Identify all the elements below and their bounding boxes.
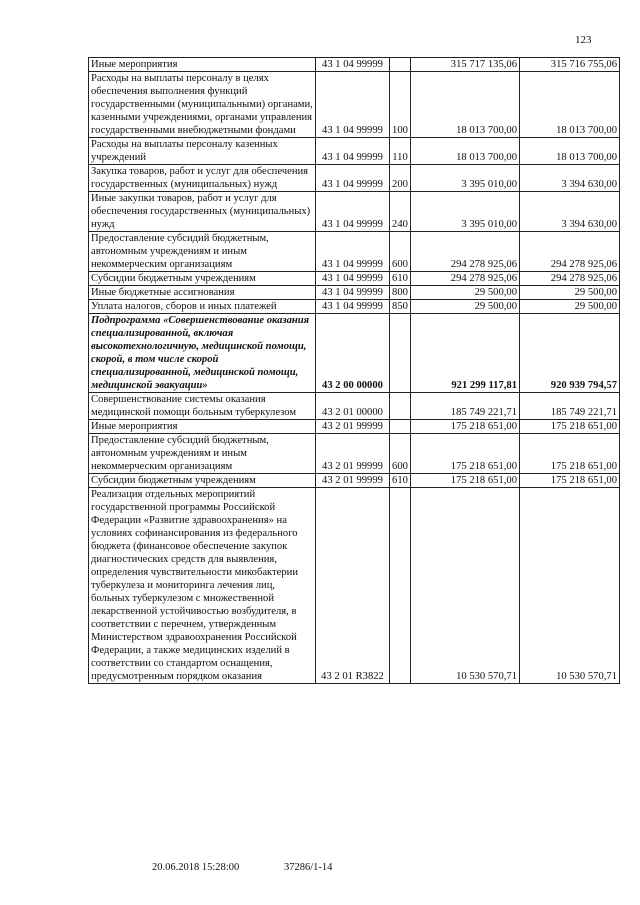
row-plan-amount: 315 717 135,06 <box>411 58 520 72</box>
row-code: 43 1 04 99999 <box>316 192 390 232</box>
row-name: Иные мероприятия <box>89 58 316 72</box>
row-actual-amount: 185 749 221,71 <box>520 393 620 420</box>
table-row <box>89 488 620 684</box>
row-name: Иные мероприятия <box>89 420 316 434</box>
row-code: 43 1 04 99999 <box>316 232 390 272</box>
row-actual-amount: 175 218 651,00 <box>520 434 620 474</box>
page-number: 123 <box>575 34 592 46</box>
row-code: 43 1 04 99999 <box>316 58 390 72</box>
row-code: 43 2 00 00000 <box>316 314 390 393</box>
footer-doc-number: 37286/1-14 <box>284 862 333 873</box>
table-row <box>89 434 620 474</box>
row-plan-amount: 29 500,00 <box>411 300 520 314</box>
row-code: 43 2 01 00000 <box>316 393 390 420</box>
row-name: Субсидии бюджетным учреждениям <box>89 474 316 488</box>
row-name: Подпрограмма «Совершенствование оказания специализированной, включая высокотехнологичную, медицинской помощи, скорой, в том числе скорой специализированной, медицинской помощи, медицинской эвакуации» <box>89 314 316 393</box>
row-actual-amount: 175 218 651,00 <box>520 474 620 488</box>
row-code: 43 1 04 99999 <box>316 72 390 138</box>
table-row <box>89 300 620 314</box>
row-actual-amount: 294 278 925,06 <box>520 232 620 272</box>
table-row <box>89 72 620 138</box>
row-actual-amount: 3 394 630,00 <box>520 165 620 192</box>
row-plan-amount: 29 500,00 <box>411 286 520 300</box>
row-plan-amount: 175 218 651,00 <box>411 474 520 488</box>
table-row <box>89 58 620 72</box>
row-expense-type: 800 <box>390 286 411 300</box>
row-name: Субсидии бюджетным учреждениям <box>89 272 316 286</box>
table-row <box>89 314 620 393</box>
row-actual-amount: 920 939 794,57 <box>520 314 620 393</box>
row-actual-amount: 315 716 755,06 <box>520 58 620 72</box>
row-plan-amount: 185 749 221,71 <box>411 393 520 420</box>
table-row <box>89 192 620 232</box>
row-actual-amount: 18 013 700,00 <box>520 138 620 165</box>
row-name: Закупка товаров, работ и услуг для обеспечения государственных (муниципальных) нужд <box>89 165 316 192</box>
table-row <box>89 272 620 286</box>
row-expense-type <box>390 314 411 393</box>
row-actual-amount: 18 013 700,00 <box>520 72 620 138</box>
row-expense-type: 100 <box>390 72 411 138</box>
row-plan-amount: 10 530 570,71 <box>411 488 520 684</box>
row-actual-amount: 10 530 570,71 <box>520 488 620 684</box>
row-code: 43 1 04 99999 <box>316 165 390 192</box>
table-row <box>89 232 620 272</box>
row-code: 43 2 01 99999 <box>316 474 390 488</box>
row-code: 43 2 01 99999 <box>316 420 390 434</box>
budget-table <box>88 57 620 684</box>
row-expense-type: 110 <box>390 138 411 165</box>
row-expense-type <box>390 58 411 72</box>
row-name: Расходы на выплаты персоналу в целях обеспечения выполнения функций государственными (муниципальными) органами, казенными учреждениями, органами управления государственными внебюджетными фондами <box>89 72 316 138</box>
row-name: Совершенствование системы оказания медицинской помощи больным туберкулезом <box>89 393 316 420</box>
row-name: Уплата налогов, сборов и иных платежей <box>89 300 316 314</box>
row-expense-type: 850 <box>390 300 411 314</box>
footer-date: 20.06.2018 15:28:00 <box>152 862 240 873</box>
row-plan-amount: 175 218 651,00 <box>411 434 520 474</box>
row-expense-type: 610 <box>390 474 411 488</box>
table-row <box>89 165 620 192</box>
row-name: Иные бюджетные ассигнования <box>89 286 316 300</box>
table-row <box>89 138 620 165</box>
row-name: Предоставление субсидий бюджетным, автономным учреждениям и иным некоммерческим организациям <box>89 232 316 272</box>
row-name: Расходы на выплаты персоналу казенных учреждений <box>89 138 316 165</box>
row-code: 43 1 04 99999 <box>316 138 390 165</box>
row-plan-amount: 3 395 010,00 <box>411 165 520 192</box>
row-actual-amount: 294 278 925,06 <box>520 272 620 286</box>
row-code: 43 1 04 99999 <box>316 272 390 286</box>
row-actual-amount: 175 218 651,00 <box>520 420 620 434</box>
row-actual-amount: 29 500,00 <box>520 286 620 300</box>
row-plan-amount: 18 013 700,00 <box>411 138 520 165</box>
row-expense-type: 240 <box>390 192 411 232</box>
table-row <box>89 393 620 420</box>
row-plan-amount: 18 013 700,00 <box>411 72 520 138</box>
row-actual-amount: 3 394 630,00 <box>520 192 620 232</box>
row-expense-type: 600 <box>390 434 411 474</box>
row-name: Реализация отдельных мероприятий государственной программы Российской Федерации «Развитие здравоохранения» на условиях софинансирования из федерального бюджета (финансовое обеспечение закупок диагностических средств для выявления, определения чувствительности микобактерии туберкулеза и мониторинга лечения лиц, больных туберкулезом с множественной лекарственной устойчивостью возбудителя, в соответствии с перечнем, утвержденным Министерством здравоохранения Российской Федерации, а также медицинских изделий в соответствии со стандартом оснащения, предусмотренным порядком оказания <box>89 488 316 684</box>
budget-table-body <box>89 58 620 684</box>
row-plan-amount: 294 278 925,06 <box>411 272 520 286</box>
row-code: 43 2 01 99999 <box>316 434 390 474</box>
row-actual-amount: 29 500,00 <box>520 300 620 314</box>
row-plan-amount: 294 278 925,06 <box>411 232 520 272</box>
row-plan-amount: 921 299 117,81 <box>411 314 520 393</box>
table-row <box>89 420 620 434</box>
row-expense-type <box>390 488 411 684</box>
row-expense-type: 600 <box>390 232 411 272</box>
row-expense-type: 610 <box>390 272 411 286</box>
row-name: Иные закупки товаров, работ и услуг для обеспечения государственных (муниципальных) нужд <box>89 192 316 232</box>
table-row <box>89 474 620 488</box>
table-row <box>89 286 620 300</box>
row-code: 43 1 04 99999 <box>316 286 390 300</box>
row-expense-type: 200 <box>390 165 411 192</box>
row-plan-amount: 175 218 651,00 <box>411 420 520 434</box>
row-expense-type <box>390 393 411 420</box>
row-expense-type <box>390 420 411 434</box>
row-name: Предоставление субсидий бюджетным, автономным учреждениям и иным некоммерческим организациям <box>89 434 316 474</box>
row-plan-amount: 3 395 010,00 <box>411 192 520 232</box>
row-code: 43 1 04 99999 <box>316 300 390 314</box>
row-code: 43 2 01 R3822 <box>316 488 390 684</box>
